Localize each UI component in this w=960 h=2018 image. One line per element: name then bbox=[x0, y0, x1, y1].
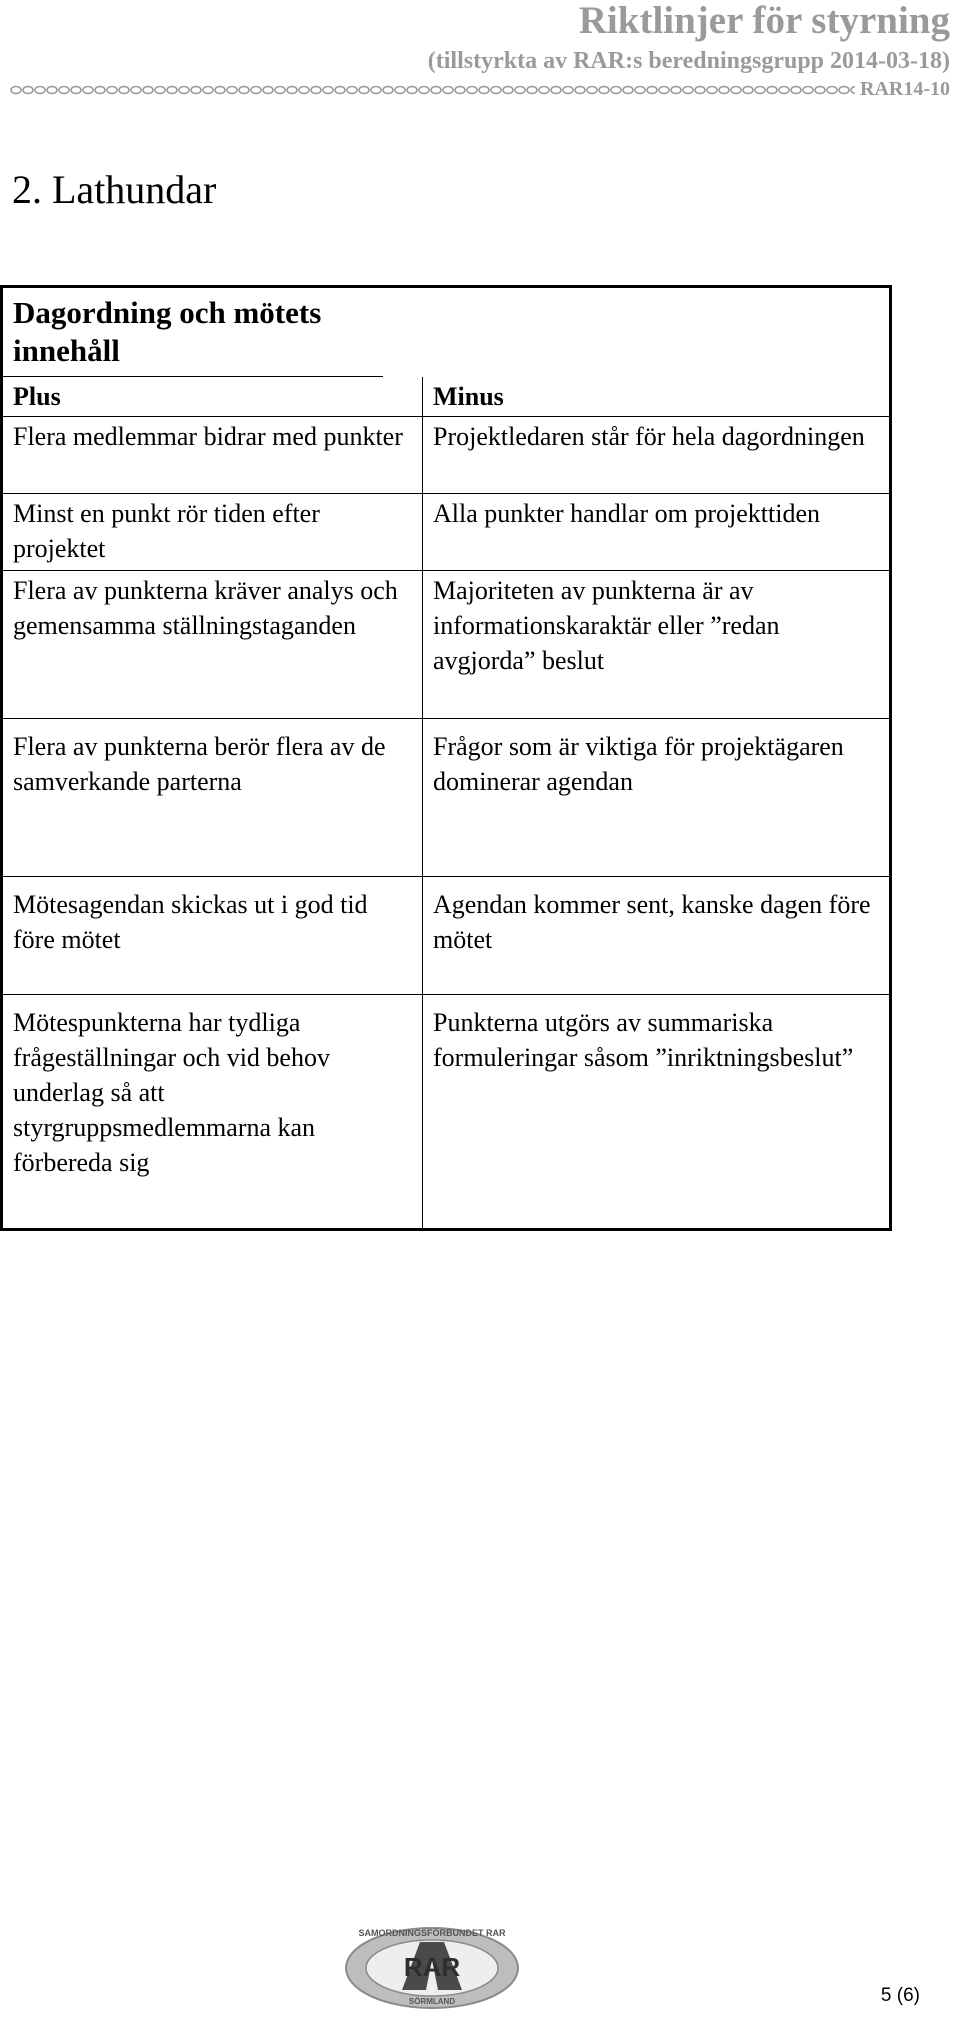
decorative-ornament-rule bbox=[10, 80, 855, 100]
section-title: 2. Lathundar bbox=[12, 167, 217, 212]
logo-text-mid: RAR bbox=[403, 1952, 461, 1982]
document-reference: RAR14-10 bbox=[860, 78, 950, 100]
minus-cell: Projektledaren står för hela dagordningen bbox=[423, 417, 889, 494]
page-number: 5 (6) bbox=[880, 1985, 920, 2006]
minus-cell: Agendan kommer sent, kanske dagen före mötet bbox=[423, 877, 889, 995]
plus-cell: Mötesagendan skickas ut i god tid före mötet bbox=[3, 877, 423, 995]
minus-cell: Frågor som är viktiga för projektägaren dominerar agendan bbox=[423, 719, 889, 877]
checklist-table bbox=[0, 285, 892, 1231]
rar-logo bbox=[342, 1920, 522, 2010]
logo-text-bottom: SÖRMLAND bbox=[408, 1997, 456, 2006]
plus-cell: Minst en punkt rör tiden efter projektet bbox=[3, 494, 423, 571]
plus-column-header: Plus bbox=[3, 377, 423, 417]
document-header-subtitle: (tillstyrkta av RAR:s beredningsgrupp 2014-03-18) bbox=[427, 48, 950, 74]
plus-cell: Flera av punkterna berör flera av de samverkande parterna bbox=[3, 719, 423, 877]
minus-cell: Majoriteten av punkterna är av informationskaraktär eller ”redan avgjorda” beslut bbox=[423, 571, 889, 719]
plus-cell: Flera av punkterna kräver analys och gemensamma ställningstaganden bbox=[3, 571, 423, 719]
logo-text-top: SAMORDNINGSFÖRBUNDET RAR bbox=[358, 1928, 506, 1938]
minus-cell: Alla punkter handlar om projekttiden bbox=[423, 494, 889, 571]
table-heading: Dagordning och mötets innehåll bbox=[3, 288, 383, 377]
plus-cell: Mötespunkterna har tydliga frågeställningar och vid behov underlag så att styrgruppsmedlemmarna kan förbereda sig bbox=[3, 995, 423, 1228]
document-header-title: Riktlinjer för styrning bbox=[578, 0, 950, 42]
minus-cell: Punkterna utgörs av summariska formuleringar såsom ”inriktningsbeslut” bbox=[433, 1008, 854, 1072]
minus-column-header: Minus bbox=[423, 377, 889, 417]
plus-cell: Flera medlemmar bidrar med punkter bbox=[3, 417, 423, 494]
